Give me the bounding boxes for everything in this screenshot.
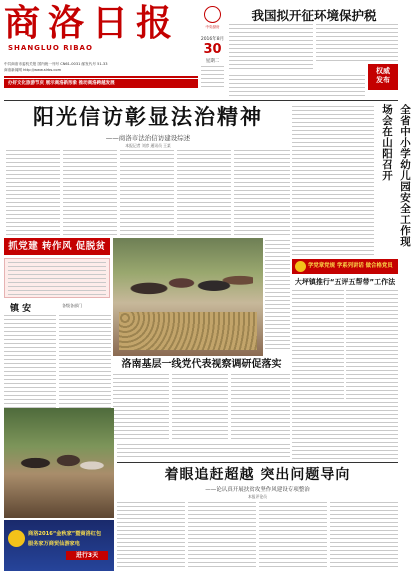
right-column-text [292, 106, 374, 256]
masthead-meta: 中共商洛市委机关报 国内统一刊号 CN61-0031 邮发代号 51-33 [4, 62, 108, 66]
main-subhead: ——商洛市法治信访建设综述 [105, 134, 191, 142]
left-intro-box [4, 258, 110, 298]
bottom-headline: 着眼追赶超越 突出问题导向 [164, 467, 351, 483]
photo-fruit-table [119, 312, 257, 350]
left-block-title: 镇 安 [10, 304, 32, 314]
top-right-headline: 我国拟开征环境保护税 [251, 8, 377, 23]
main-headline: 阳光信访彰显法治精神 [33, 104, 263, 129]
masthead [4, 4, 198, 74]
authority-badge [368, 64, 398, 90]
lower-middle-text [117, 444, 290, 460]
date-weekday: 星期二 [205, 59, 220, 64]
main-column-3 [120, 150, 174, 236]
ad-line-1: 商洛2016“金秋家”暨商洛红包 [28, 531, 102, 537]
party-headline: 大坪镇推行“五评五帮带”工作法 [294, 278, 396, 286]
left-caption: 各级各部门 [62, 303, 82, 308]
section-rule [4, 100, 398, 101]
text-block [8, 262, 106, 296]
party-body-2 [346, 290, 398, 400]
bottom-column-3 [259, 502, 327, 570]
main-column-4 [177, 150, 231, 236]
main-column-2 [63, 150, 117, 236]
center-body-2 [172, 374, 228, 442]
main-column-5 [234, 150, 290, 236]
masthead-banner [4, 79, 198, 88]
text-block [316, 24, 398, 62]
main-column-1 [6, 150, 60, 236]
bottom-rule [117, 462, 398, 463]
center-body-1 [113, 374, 169, 442]
ad-tag: 进行3天 [66, 551, 108, 560]
advertisement [4, 520, 114, 571]
bottom-column-4 [330, 502, 398, 570]
right-vertical-column [292, 102, 411, 257]
logo-seal [204, 6, 221, 23]
date-day: 30 [203, 42, 222, 57]
masthead-banner-text: 办好文化旅游节庆 展示商洛新形象 推动商洛跨越发展 [8, 81, 115, 86]
date-year-month: 2016年8月 [200, 37, 225, 42]
bottom-column-2 [188, 502, 256, 570]
masthead-rule [4, 76, 198, 78]
party-banner [292, 259, 398, 274]
masthead-meta-2: 商洛新闻网 http://www.slrbs.com [4, 68, 62, 72]
text-block [229, 24, 313, 72]
masthead-pinyin: SHANGLUO RIBAO [8, 44, 93, 52]
left-banner-text: 抓党建 转作风 促脱贫 [8, 241, 106, 252]
logo-text: 中央厨房 [205, 25, 220, 29]
bottom-subhead: ——论认真开展扶贫攻坚作风建设专项整治 [205, 487, 310, 493]
authority-badge-text: 权威发布 [376, 67, 390, 84]
center-headline: 洛南基层一线党代表视察调研促落实 [121, 359, 282, 370]
right-lower-text [292, 402, 398, 460]
bottom-author: 本报评论员 [248, 494, 267, 499]
photo-people [12, 438, 106, 488]
left-banner [4, 238, 110, 255]
lower-photo [4, 408, 114, 518]
top-right-body-1 [229, 24, 313, 72]
party-body-1 [292, 290, 344, 400]
ad-logo-icon [8, 530, 25, 547]
right-vertical-headline: 全省中小学幼儿园安全工作现场会在山阳召开 [381, 104, 411, 247]
top-right-body-3 [229, 75, 365, 97]
party-banner-text: 学党章党规 学系列讲话 做合格党员 [308, 263, 393, 269]
bottom-column-1 [117, 502, 185, 570]
center-photo-caption [265, 240, 290, 352]
party-emblem-icon [295, 261, 306, 272]
main-byline: 本报记者 刘彦 通讯员 王某 [125, 143, 171, 148]
date-box [199, 4, 226, 90]
top-right-body-2 [316, 24, 398, 62]
photo-people [123, 256, 253, 310]
center-body-3 [231, 374, 290, 442]
center-photo [113, 238, 263, 356]
text-block [229, 75, 365, 97]
masthead-title: 商洛日报 [4, 2, 181, 44]
date-notes [201, 66, 224, 90]
ad-line-2: 服务家万商贸仙游家电 [28, 541, 80, 547]
